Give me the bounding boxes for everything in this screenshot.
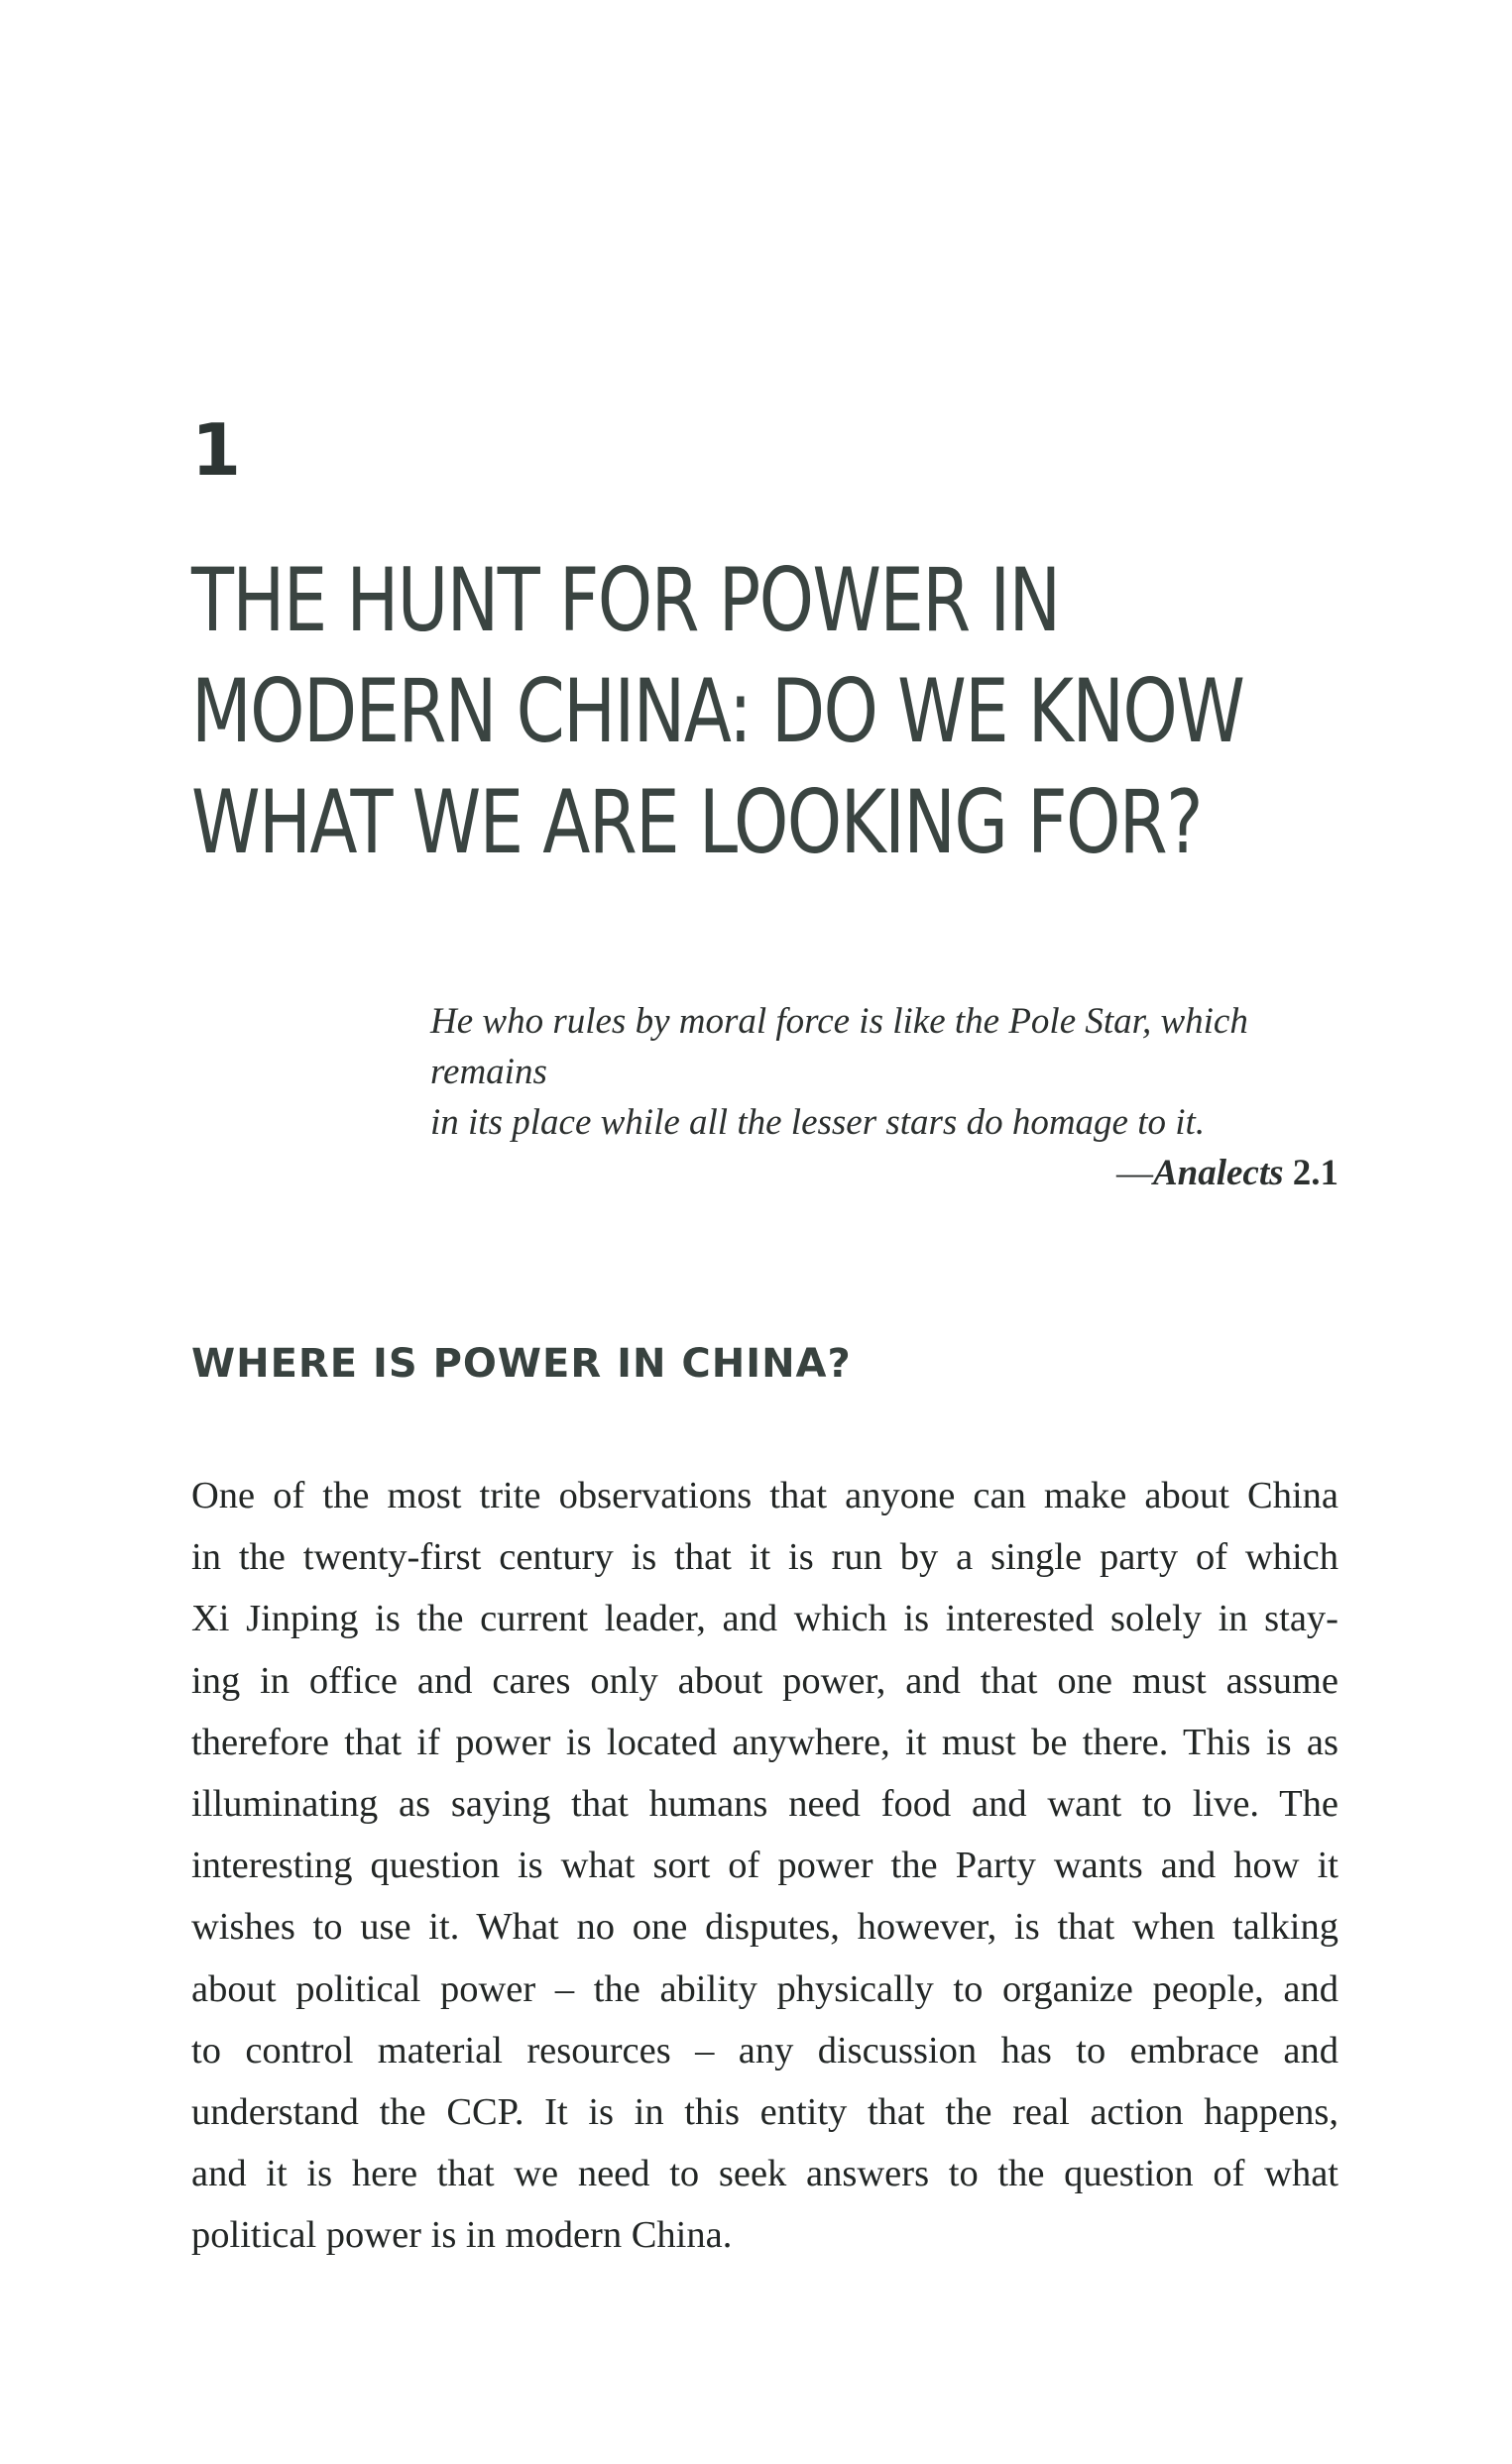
epigraph-work: Analects [1152, 1153, 1284, 1193]
chapter-title-line: WHAT WE ARE LOOKING FOR? [191, 771, 1202, 873]
chapter-title-line: MODERN CHINA: DO WE KNOW [191, 660, 1244, 762]
chapter-title-line: THE HUNT FOR POWER IN [191, 549, 1060, 651]
epigraph-dash: — [1115, 1153, 1153, 1193]
section-heading: WHERE IS POWER IN CHINA? [191, 1341, 852, 1387]
epigraph-quote [430, 996, 1342, 1148]
paragraph-line: interesting question is what sort of power the Party wants and how it [191, 1845, 1338, 1887]
paragraph-line: political power is in modern China. [191, 2214, 733, 2257]
epigraph-attribution [430, 1148, 1342, 1198]
epigraph-line: in its place while all the lesser stars do homage to it. [430, 1102, 1206, 1143]
paragraph-line: understand the CCP. It is in this entity that the real action happens, [191, 2091, 1338, 2134]
paragraph-line: wishes to use it. What no one disputes, however, is that when talking [191, 1906, 1338, 1949]
chapter-number: 1 [191, 408, 242, 492]
paragraph-line: illuminating as saying that humans need food and want to live. The [191, 1783, 1338, 1826]
paragraph-line: to control material resources – any discussion has to embrace and [191, 2029, 1338, 2072]
epigraph [430, 996, 1342, 1198]
body-paragraph [191, 1465, 1338, 2267]
paragraph-line: and it is here that we need to seek answers to the question of what [191, 2153, 1338, 2195]
paragraph-line: in the twenty-first century is that it is run by a single party of which [191, 1536, 1338, 1579]
epigraph-line: He who rules by moral force is like the Pole Star, which remains [430, 1001, 1248, 1092]
epigraph-reference: 2.1 [1292, 1153, 1338, 1193]
paragraph-line: about political power – the ability physically to organize people, and [191, 1967, 1338, 2010]
paragraph-line: Xi Jinping is the current leader, and which is interested solely in stay- [191, 1598, 1338, 1640]
paragraph-line: therefore that if power is located anywhere, it must be there. This is as [191, 1721, 1338, 1763]
paragraph-line: ing in office and cares only about power, and that one must assume [191, 1659, 1338, 1702]
chapter-title [191, 545, 1244, 878]
paragraph-line: One of the most trite observations that anyone can make about China [191, 1475, 1338, 1516]
